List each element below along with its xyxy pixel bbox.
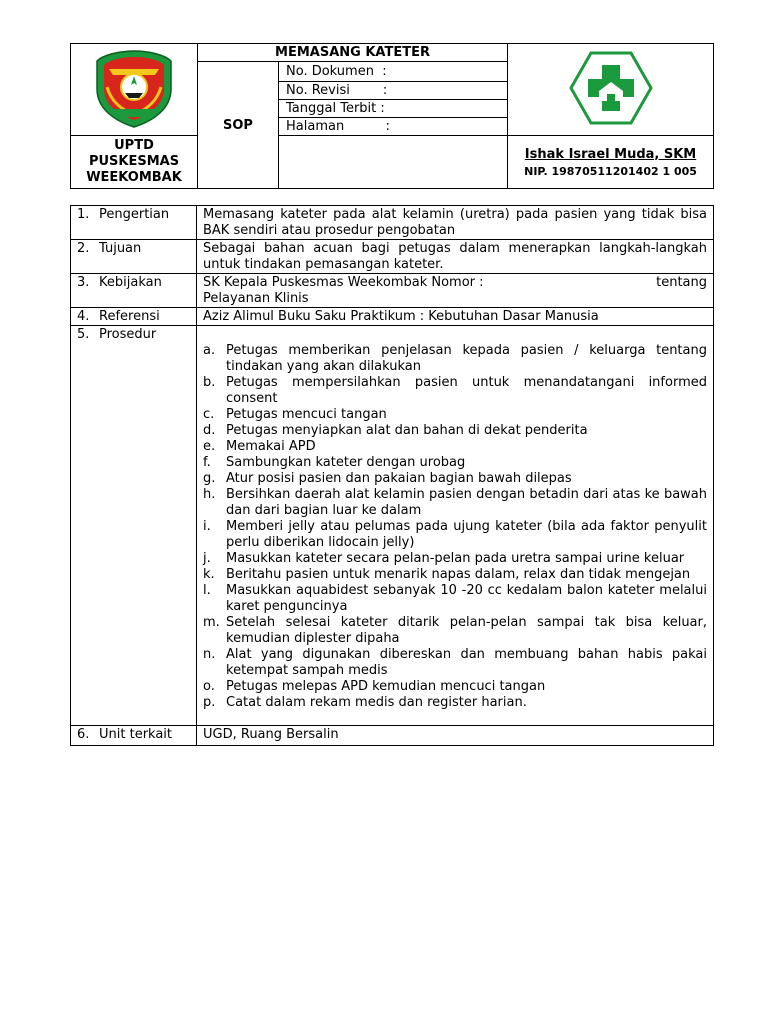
sop-label: SOP xyxy=(198,62,279,189)
list-item xyxy=(203,583,707,615)
list-item xyxy=(203,615,707,647)
table-row xyxy=(71,308,714,326)
step-marker: d. xyxy=(203,423,216,438)
step-text: Memakai APD xyxy=(226,439,316,454)
list-item xyxy=(203,519,707,551)
org-line-1: UPTD xyxy=(114,138,154,153)
row-label: 2. Tujuan xyxy=(71,240,197,274)
row-label: 5. Prosedur xyxy=(71,326,197,726)
row-label: 6. Unit terkait xyxy=(71,726,197,746)
table-row xyxy=(71,274,714,308)
list-item xyxy=(203,423,707,439)
row-content-related-unit: UGD, Ruang Bersalin xyxy=(197,726,714,746)
list-item xyxy=(203,551,707,567)
organization-name xyxy=(71,136,198,189)
list-item xyxy=(203,567,707,583)
document-title: MEMASANG KATETER xyxy=(198,44,508,62)
step-text: Atur posisi pasien dan pakaian bagian bawah dilepas xyxy=(226,471,572,486)
row-content-reference: Aziz Alimul Buku Saku Praktikum : Kebutuhan Dasar Manusia xyxy=(197,308,714,326)
step-marker: m. xyxy=(203,615,220,630)
step-marker: e. xyxy=(203,439,216,454)
step-text: Petugas menyiapkan alat dan bahan di dekat penderita xyxy=(226,423,588,438)
step-text: Petugas melepas APD kemudian mencuci tangan xyxy=(226,679,546,694)
step-text: Petugas mempersilahkan pasien untuk menandatangani informed consent xyxy=(226,375,707,406)
step-marker: p. xyxy=(203,695,216,710)
policy-about: tentang xyxy=(656,275,707,290)
step-text: Petugas memberikan penjelasan kepada pasien / keluarga tentang tindakan yang akan dilakukan xyxy=(226,343,707,374)
list-item xyxy=(203,679,707,695)
meta-issue-date: Tanggal Terbit : xyxy=(279,100,508,118)
table-row xyxy=(71,726,714,746)
signatory-nip: NIP. 19870511201402 1 005 xyxy=(524,164,697,178)
row-label: 1. Pengertian xyxy=(71,206,197,240)
org-line-3: WEEKOMBAK xyxy=(86,170,182,185)
row-content-purpose: Sebagai bahan acuan bagi petugas dalam menerapkan langkah-langkah untuk tindakan pemasangan kateter. xyxy=(197,240,714,274)
step-text: Memberi jelly atau pelumas pada ujung kateter (bila ada faktor penyulit perlu diberikan lidocain jelly) xyxy=(226,519,707,550)
step-text: Sambungkan kateter dengan urobag xyxy=(226,455,466,470)
document-header xyxy=(70,43,714,189)
step-marker: b. xyxy=(203,375,216,390)
regency-emblem-icon xyxy=(89,47,179,129)
table-row xyxy=(71,206,714,240)
list-item xyxy=(203,375,707,407)
list-item xyxy=(203,695,707,711)
meta-blank-cell xyxy=(279,136,508,189)
procedure-steps xyxy=(203,343,707,711)
step-marker: o. xyxy=(203,679,215,694)
right-logo-cell xyxy=(508,44,714,136)
meta-doc-number: No. Dokumen : xyxy=(279,62,508,82)
policy-line-2: Pelayanan Klinis xyxy=(203,291,309,306)
list-item xyxy=(203,343,707,375)
signatory-name: Ishak Israel Muda, SKM xyxy=(524,146,697,162)
step-marker: i. xyxy=(203,519,211,534)
step-text: Petugas mencuci tangan xyxy=(226,407,387,422)
meta-page: Halaman : xyxy=(279,118,508,136)
list-item xyxy=(203,647,707,679)
step-marker: l. xyxy=(203,583,211,598)
list-item xyxy=(203,407,707,423)
list-item xyxy=(203,471,707,487)
step-text: Catat dalam rekam medis dan register harian. xyxy=(226,695,527,710)
row-content-procedure xyxy=(197,326,714,726)
step-marker: f. xyxy=(203,455,211,470)
row-content-policy xyxy=(197,274,714,308)
step-marker: c. xyxy=(203,407,215,422)
puskesmas-cross-icon xyxy=(569,51,653,125)
left-logo-cell xyxy=(71,44,198,136)
step-marker: j. xyxy=(203,551,211,566)
signatory-cell xyxy=(508,136,714,189)
list-item xyxy=(203,455,707,471)
step-marker: g. xyxy=(203,471,216,486)
step-marker: a. xyxy=(203,343,216,358)
policy-text: SK Kepala Puskesmas Weekombak Nomor : xyxy=(203,275,484,290)
step-text: Beritahu pasien untuk menarik napas dalam, relax dan tidak mengejan xyxy=(226,567,691,582)
table-row xyxy=(71,240,714,274)
step-marker: h. xyxy=(203,487,216,502)
step-text: Alat yang digunakan dibereskan dan membuang bahan habis pakai ketempat sampah medis xyxy=(226,647,707,678)
step-text: Setelah selesai kateter ditarik pelan-pelan sampai tak bisa keluar, kemudian diplester dipaha xyxy=(226,615,707,646)
step-text: Masukkan aquabidest sebanyak 10 -20 cc kedalam balon kateter melalui karet penguncinya xyxy=(226,583,707,614)
step-text: Masukkan kateter secara pelan-pelan pada uretra sampai urine keluar xyxy=(226,551,685,566)
procedure-table xyxy=(70,205,714,746)
row-label: 4. Referensi xyxy=(71,308,197,326)
list-item xyxy=(203,487,707,519)
org-line-2: PUSKESMAS xyxy=(88,154,180,169)
meta-revision: No. Revisi : xyxy=(279,82,508,100)
table-row xyxy=(71,326,714,726)
step-text: Bersihkan daerah alat kelamin pasien dengan betadin dari atas ke bawah dan dari bagian luar ke dalam xyxy=(226,487,707,518)
step-marker: n. xyxy=(203,647,216,662)
step-marker: k. xyxy=(203,567,215,582)
row-content-definition: Memasang kateter pada alat kelamin (uretra) pada pasien yang tidak bisa BAK sendiri atau prosedur pengobatan xyxy=(197,206,714,240)
row-label: 3. Kebijakan xyxy=(71,274,197,308)
list-item xyxy=(203,439,707,455)
